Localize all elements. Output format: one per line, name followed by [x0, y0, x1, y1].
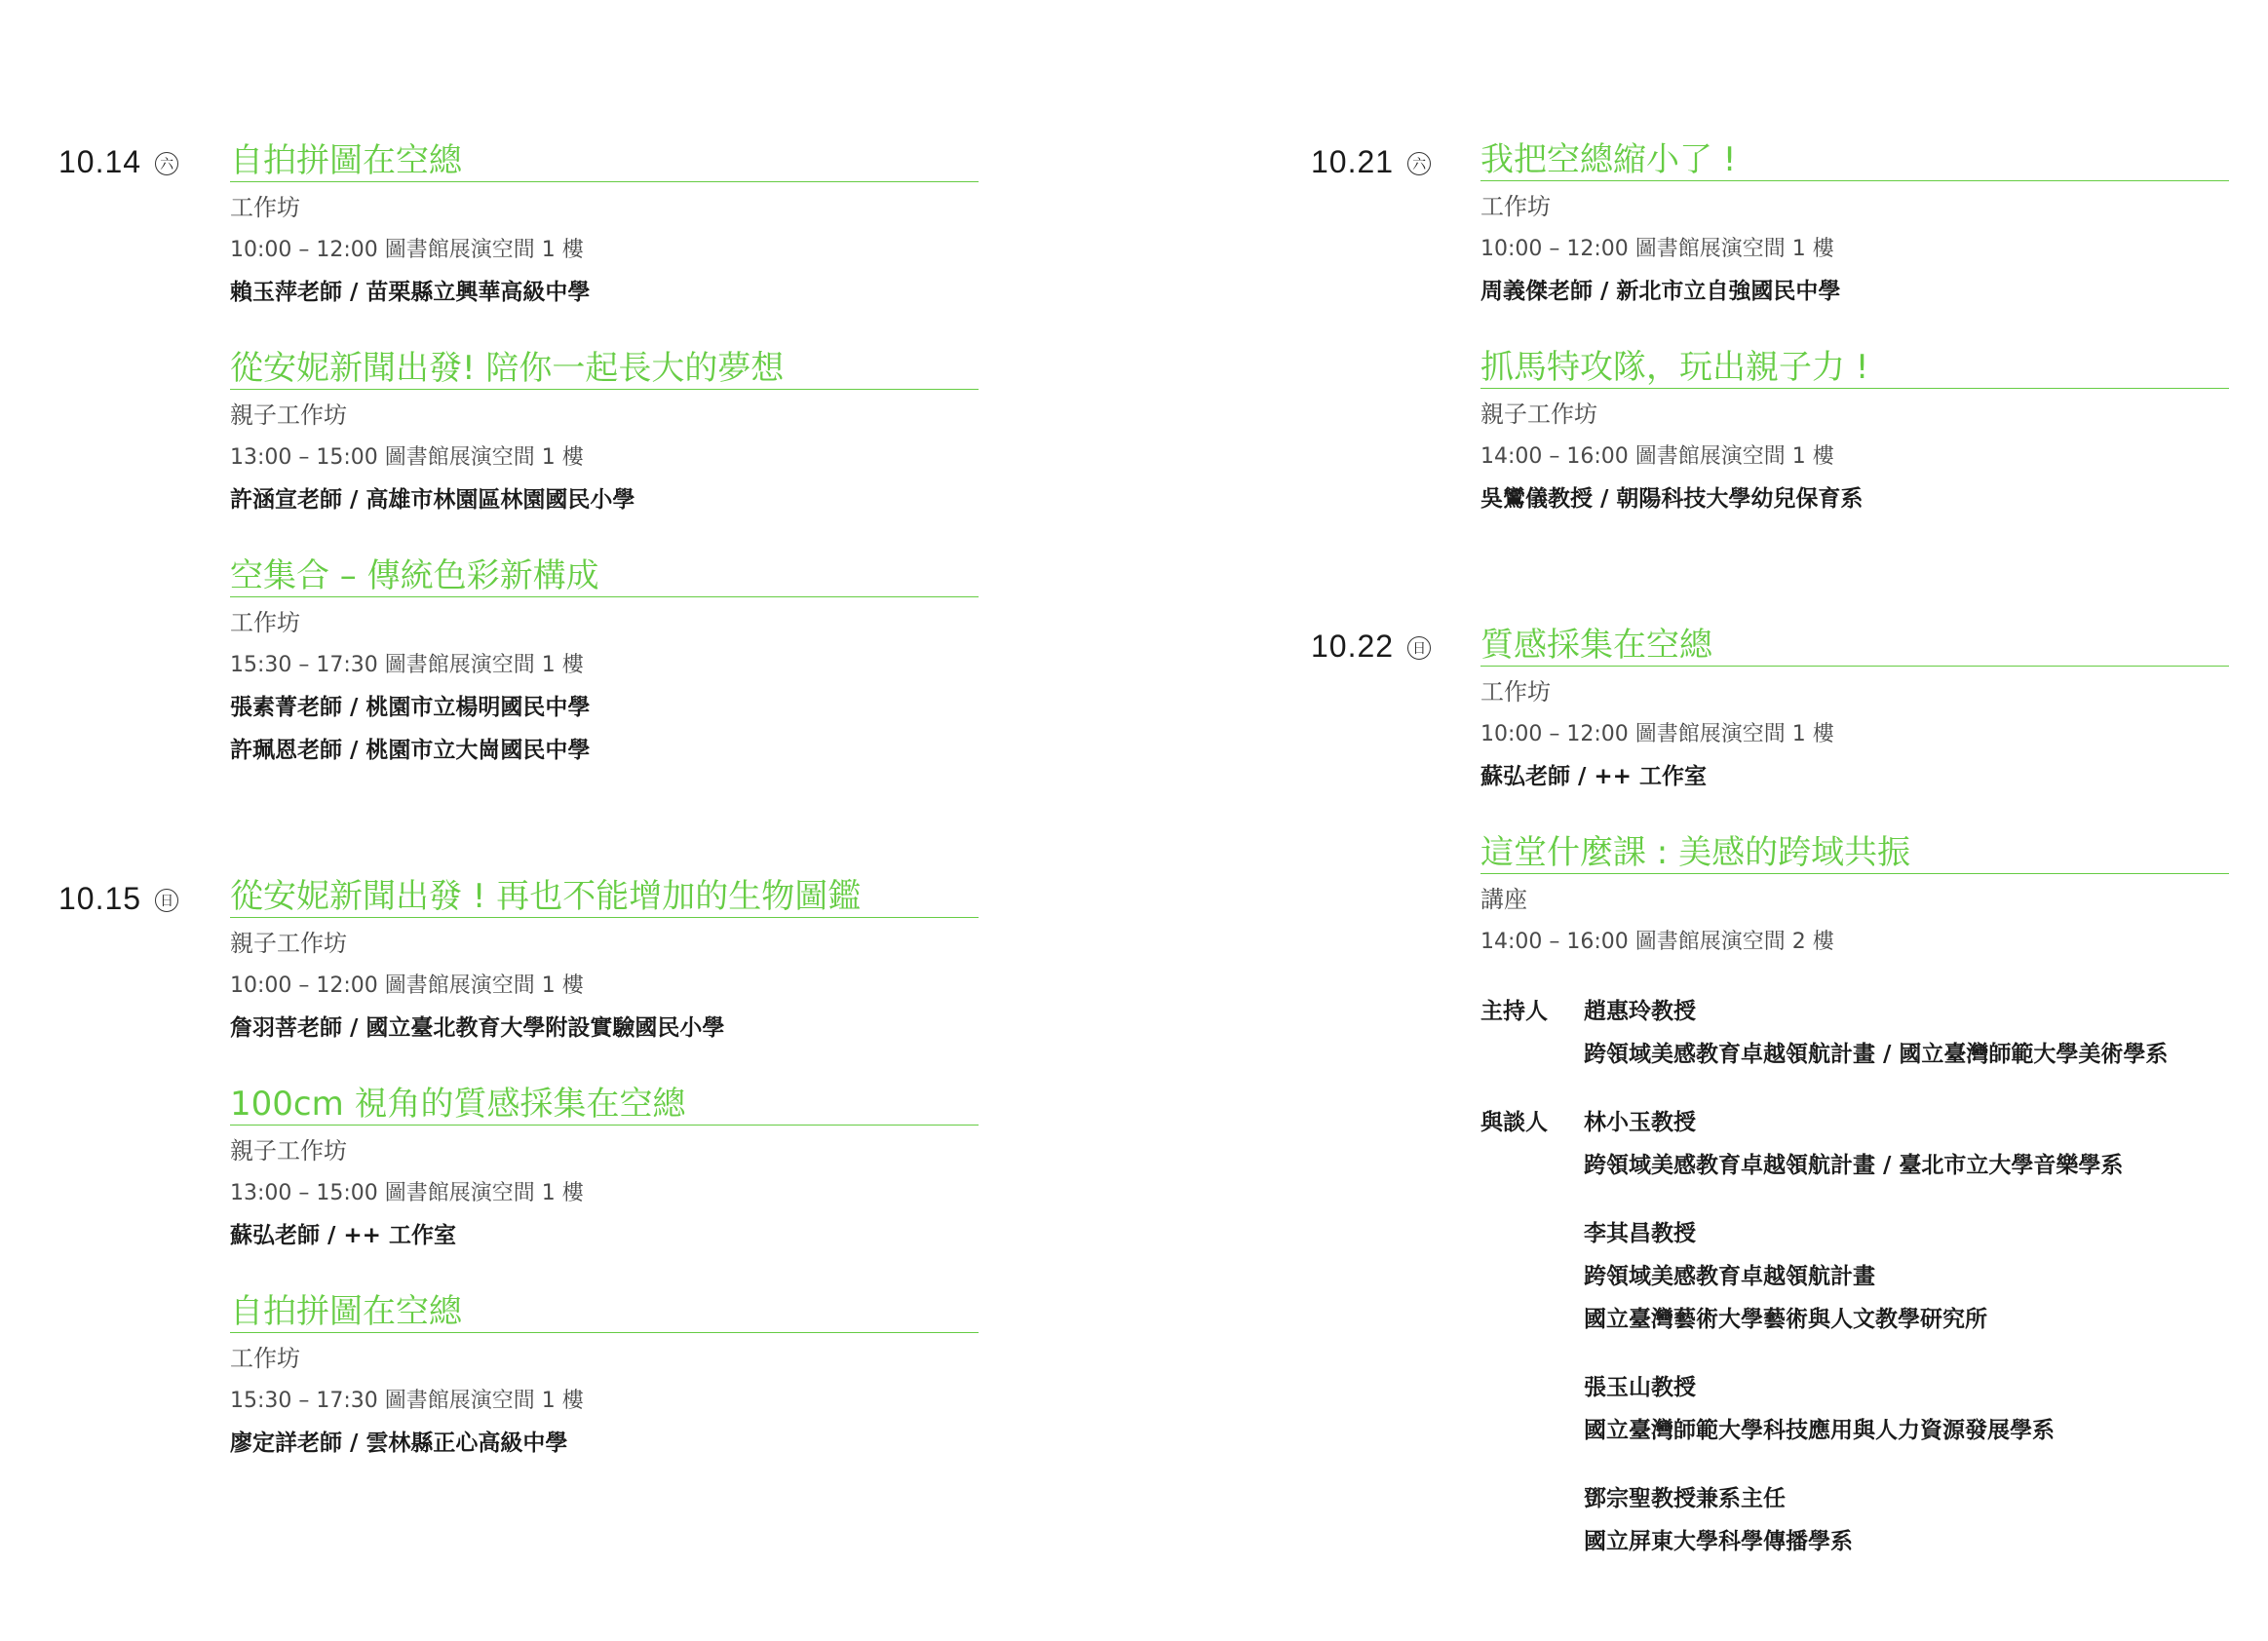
- guests-label: 與談人: [1480, 1110, 1548, 1135]
- panel-guest: [1480, 1218, 2221, 1335]
- event: [1480, 627, 2229, 792]
- event-type: 工作坊: [230, 1345, 300, 1372]
- event-title: 抓馬特攻隊，玩出親子力 !: [1480, 349, 2229, 389]
- event: [230, 142, 979, 308]
- event-speaker: 蘇弘老師 / ++ 工作室: [1480, 764, 1707, 789]
- event-speaker: 詹羽菩老師 / 國立臺北教育大學附設實驗國民小學: [230, 1015, 725, 1041]
- guest-name: 鄧宗聖教授兼系主任: [1584, 1486, 1786, 1511]
- event-time: 13:00 – 15:00 圖書館展演空間 1 樓: [230, 445, 584, 470]
- event-title: 我把空總縮小了 !: [1480, 141, 2229, 181]
- event-type: 工作坊: [230, 194, 300, 221]
- event-speaker: 周義傑老師 / 新北市立自強國民中學: [1480, 279, 1841, 304]
- guest-affiliation: 國立臺灣師範大學科技應用與人力資源發展學系: [1584, 1418, 2055, 1443]
- panel-guest: [1480, 1483, 2221, 1557]
- event-time: 14:00 – 16:00 圖書館展演空間 2 樓: [1480, 930, 1834, 954]
- event-type: 工作坊: [1480, 193, 1551, 220]
- event-title: 質感採集在空總: [1480, 627, 2229, 667]
- event: [1480, 834, 2229, 958]
- event-speaker: 吳鸞儀教授 / 朝陽科技大學幼兒保育系: [1480, 486, 1864, 512]
- event-time: 13:00 – 15:00 圖書館展演空間 1 樓: [230, 1181, 584, 1205]
- host-name: 趙惠玲教授: [1584, 999, 1696, 1024]
- day-date: 10.15 日: [58, 881, 178, 917]
- day-date: 10.14 六: [58, 144, 178, 180]
- event-type: 親子工作坊: [230, 930, 347, 957]
- day-date: 10.21 六: [1311, 144, 1431, 180]
- event-speaker: 張素菁老師 / 桃園市立楊明國民中學: [230, 695, 591, 720]
- event-time: 10:00 – 12:00 圖書館展演空間 1 樓: [230, 238, 584, 262]
- event: [1480, 141, 2229, 307]
- event-speaker: 蘇弘老師 / ++ 工作室: [230, 1223, 456, 1248]
- event-time: 14:00 – 16:00 圖書館展演空間 1 樓: [1480, 444, 1834, 469]
- weekday-badge: 六: [155, 152, 178, 175]
- event-time: 15:30 – 17:30 圖書館展演空間 1 樓: [230, 1389, 584, 1413]
- event-speaker: 廖定詳老師 / 雲林縣正心高級中學: [230, 1431, 568, 1456]
- event-time: 15:30 – 17:30 圖書館展演空間 1 樓: [230, 653, 584, 677]
- guest-name: 林小玉教授: [1584, 1110, 1696, 1135]
- weekday-badge: 日: [1407, 636, 1431, 660]
- event-type: 工作坊: [1480, 678, 1551, 706]
- event: [230, 350, 979, 515]
- event-type: 親子工作坊: [230, 1137, 347, 1164]
- weekday-badge: 六: [1407, 152, 1431, 175]
- panel-guests: [1480, 1107, 2221, 1181]
- event-time: 10:00 – 12:00 圖書館展演空間 1 樓: [230, 973, 584, 998]
- guest-affiliation: 跨領域美感教育卓越領航計畫 / 臺北市立大學音樂學系: [1584, 1153, 2124, 1178]
- weekday-badge: 日: [155, 889, 178, 912]
- event-title: 空集合 – 傳統色彩新構成: [230, 557, 979, 597]
- panel-host: [1480, 996, 2221, 1070]
- event-type: 講座: [1480, 886, 1527, 913]
- guest-affiliation: 國立屏東大學科學傳播學系: [1584, 1529, 1853, 1554]
- guest-name: 張玉山教授: [1584, 1375, 1696, 1400]
- event: [230, 557, 979, 766]
- event: [230, 878, 979, 1044]
- day-date: 10.22 日: [1311, 629, 1431, 665]
- guest-name: 李其昌教授: [1584, 1221, 1696, 1246]
- event: [1480, 349, 2229, 515]
- guest-affiliation: 國立臺灣藝術大學藝術與人文教學研究所: [1584, 1307, 1987, 1332]
- event-title: 從安妮新聞出發 ! 再也不能增加的生物圖鑑: [230, 878, 979, 918]
- panel-guest: [1480, 1372, 2221, 1446]
- event-title: 自拍拼圖在空總: [230, 1293, 979, 1333]
- event-time: 10:00 – 12:00 圖書館展演空間 1 樓: [1480, 237, 1834, 261]
- event-speaker: 許珮恩老師 / 桃園市立大崗國民中學: [230, 738, 591, 763]
- event-type: 親子工作坊: [1480, 401, 1597, 428]
- event-speaker: 賴玉萍老師 / 苗栗縣立興華高級中學: [230, 280, 591, 305]
- event-speaker: 許涵宣老師 / 高雄市林園區林園國民小學: [230, 487, 635, 513]
- event-title: 自拍拼圖在空總: [230, 142, 979, 182]
- host-affiliation: 跨領域美感教育卓越領航計畫 / 國立臺灣師範大學美術學系: [1584, 1042, 2169, 1067]
- event: [230, 1293, 979, 1459]
- guest-affiliation: 跨領域美感教育卓越領航計畫: [1584, 1264, 1875, 1289]
- event: [230, 1086, 979, 1251]
- event-title: 從安妮新聞出發! 陪你一起長大的夢想: [230, 350, 979, 390]
- host-label: 主持人: [1480, 999, 1548, 1024]
- event-title: 這堂什麼課 : 美感的跨域共振: [1480, 834, 2229, 874]
- event-type: 工作坊: [230, 609, 300, 636]
- event-time: 10:00 – 12:00 圖書館展演空間 1 樓: [1480, 722, 1834, 746]
- event-title: 100cm 視角的質感採集在空總: [230, 1086, 979, 1126]
- event-type: 親子工作坊: [230, 401, 347, 429]
